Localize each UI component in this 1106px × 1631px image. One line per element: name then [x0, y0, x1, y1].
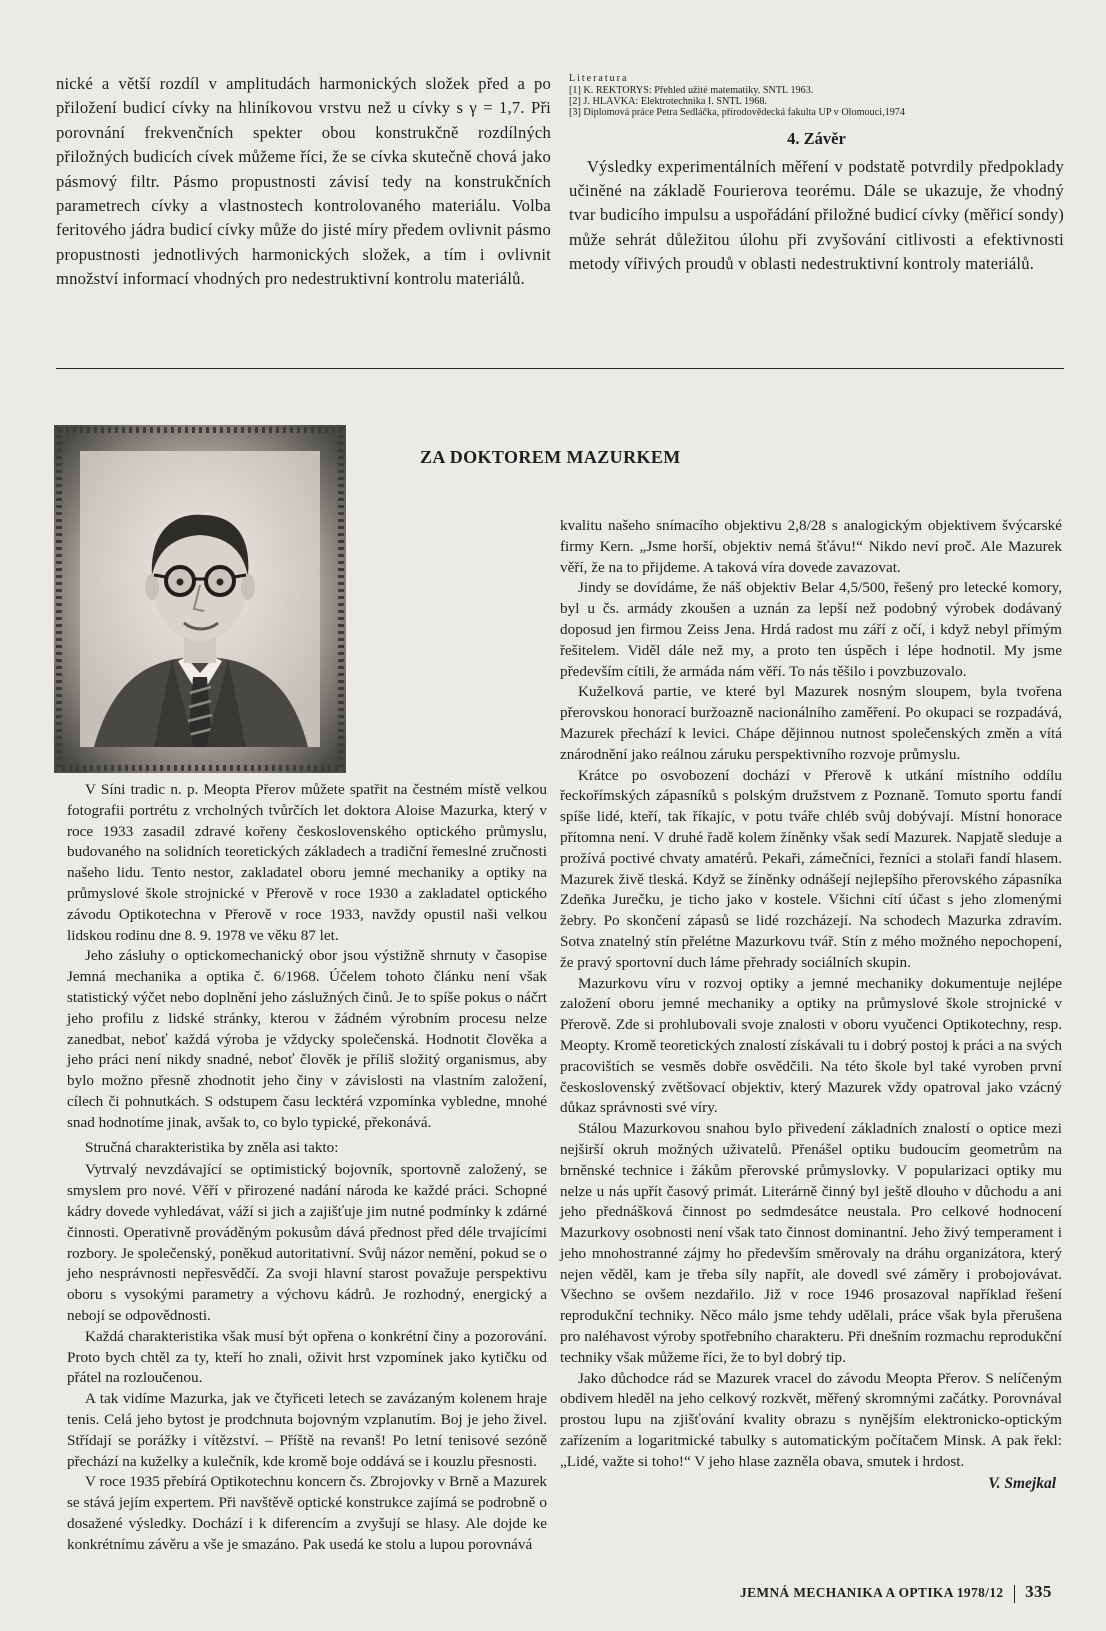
article-paragraph: Stálou Mazurkovou snahou bylo přivedení základních znalostí o optice mezi nejširší okruh možných uživatelů. Přenášel optiku budoucím geometrům na brněnské technice i žákům přerovské průmyslovky. V popularizaci optiky mu nelze u nás upřít časový primát. Literárně činný byl ještě dlouho v důchodu a ani jeho přednášková činnost po sedmdesátce neustala. Pro celkové hodnocení Mazurkovy osobnosti není však tato činnost dominantní. Jeho živý temperament i jeho mnohostranné zájmy ho především směrovaly na dráhu organizátora, který nejen věděl, kam je třeba síly napřít, ale dovedl své záměry i probojovávat. Všechno se ovšem nezdařilo. Již v roce 1946 prosazoval například řešení reprodukční techniky. Něco málo jsme tehdy udělali, práce však byla přerušena pro naléhavost výroby spotřebního charakteru. Při dnešním rozmachu reprodukční techniky však můžeme říci, že to byl dobrý tip. [560, 1120, 1062, 1366]
portrait-photo [54, 425, 346, 773]
article-paragraph: Stručná charakteristika by zněla asi takto: [85, 1138, 339, 1156]
footer-separator [1014, 1585, 1016, 1603]
literature-heading: Literatura [569, 73, 629, 84]
author-signature: V. Smejkal [988, 1474, 1056, 1492]
article-paragraph: Mazurkovu víru v rozvoj optiky a jemné mechaniky dokumentuje nejlépe založení oboru jemné mechaniky a optiky na průmyslové škole strojnické v Přerově. Zde si prohlubovali svoje znalosti v oboru vyučenci Optikotechny, resp. Meopty. Kromě teoretických znalostí získávali tu i dobrý postoj k práci a na svých pracovištích se vesměs dobře osvědčili. Na této škole byl také vyroben první československý zvětšovací objektiv, který Mazurek vždy opatroval jako vzácný důkaz správnosti své víry. [560, 974, 1062, 1117]
page-footer [740, 1582, 1070, 1603]
article-paragraph: V roce 1935 přebírá Optikotechnu koncern čs. Zbrojovky v Brně a Mazurek se stává jejím expertem. Při navštěvě optické konstrukce zajímá se podrobně o dosažené výsledky. Dochází i k diferencím a zvyšují se hlasy. Ale dojde ke konkrétnímu závěru a vše je smazáno. Pak usedá ke stolu a lupou porovnává [67, 1473, 547, 1553]
journal-name: JEMNÁ MECHANIKA A OPTIKA 1978/12 [740, 1585, 1004, 1600]
article-paragraph: Vytrvalý nevzdávající se optimistický bojovník, sportovně založený, se smyslem pro nové. Věří v přirozené nadání národa ke každé práci. Schopné kádry dovede vyhledávat, váží si jich a zajišťuje jim nutné podmínky k zdárné činnosti. Operativně prováděným pokusům dává přednost před déle trvajícími rozbory. Je společenský, poněkud autoritativní. Svůj názor nemění, pokud se o jeho nesprávnosti nepřesvědčí. Za svoji hlavní starost považuje perspektivu oboru s vysokými parametry a výchovu kádrů. Je rozhodný, energický a nebojí se odpovědnosti. [67, 1161, 547, 1324]
article-paragraph: Jeho zásluhy o optickomechanický obor jsou výstižně shrnuty v časopise Jemná mechanika a optika č. 6/1968. Účelem tohoto článku není však statistický výčet nebo doplnění jeho záslužných činů. Je to spíše pokus o náčrt jeho profilu z lidské stránky, kterou v žádném výrobním procesu nelze zanedbat, neboť každá výroba je vždycky společenská. Hodnotit člověka a jeho práci není nikdy snadné, neboť člověk je příliš složitý organismus, aby bylo možno přesně zhodnotit jeho činy v závislosti na vlastním založení, cílech či pohnutkách. S odstupem času lecktérá vzpomínka vybledne, mnohé snad hodnotíme jinak, avšak to, co bylo typické, překonává. [67, 947, 547, 1131]
top-right-column [569, 73, 1064, 277]
article-paragraph: V Síni tradic n. p. Meopta Přerov můžete spatřit na čestném místě velkou fotografii portrétu z vrcholných tvůrčích let doktora Aloise Mazurka, který v roce 1933 zasadil zdravé kořeny československého optického průmyslu, budovaného na solidních teoretických základech a tradiční řemeslné zručnosti našeho lidu. Tento nestor, zakladatel oboru jemné mechaniky a optiky na průmyslové škole strojnické v Přerově v roce 1930 a zakladatel optického závodu Optikotechna v Přerově v roce 1933, navždy opustil naši velkou lidskou rodinu dne 8. 9. 1978 ve věku 87 let. [67, 781, 547, 944]
literature-ref: [3] Diplomová práce Petra Sedláčka, přírodovědecká fakulta UP v Olomouci,1974 [569, 107, 905, 119]
page-number: 335 [1025, 1582, 1052, 1601]
article-right-column [560, 516, 1062, 1493]
conclusion-heading: 4. Závěr [787, 128, 846, 148]
article-paragraph: Krátce po osvobození dochází v Přerově k utkání místního oddílu řeckořímských zápasníků s polským družstvem z Poznaně. Tomuto sportu fandí spíše lidé, kteří, tak říkajíc, v potu tváře chléb svůj dobývají. Místní honorace přítomna není. V druhé řadě kolem žíněnky však sedí Mazurek. Napjatě sleduje a prožívá poctivé chvaty amatérů. Pekaři, zámečníci, řezníci a stolaři fandí hlasem. Mazurek živě tleská. Když se žíněnky odnášejí nejlepšího přerovského zápasníka Zdeňka Jurečku, je ticho jako v kostele. Všichni cítí účast s jeho zlomenými žebry. Po skončení zápasů se lidé rozcházejí. Na schodech Mazurka zdravím. Sotva znatelný stín přelétne Mazurkovu tvář. Stín z mého možného nepochopení, že pravý sportovní duch láme přehrady sociálních skupin. [560, 766, 1062, 971]
article-paragraph: Jindy se dovídáme, že náš objektiv Belar 4,5/500, řešený pro letecké komory, byl u čs. armády zkoušen a uznán za lepší než podobný výrobek dodávaný doposud jen firmou Zeiss Jena. Hrdá radost mu září z očí, i když nebyl přímým řešitelem. Viděl dále než my, a proto ten úspěch i lépe hodnotil. My jsme především cítili, že armáda nám věří. To nás těšilo i povzbuzovalo. [560, 579, 1062, 680]
article-paragraph: kvalitu našeho snímacího objektivu 2,8/28 s analogickým objektivem švýcarské firmy Kern. „Jsme horší, objektiv nemá šťávu!“ Nikdo neví proč. Ale Mazurek věří, že na to přijdeme. A taková víra dovede zavazovat. [560, 517, 1062, 576]
top-left-column [56, 72, 551, 292]
continued-paragraph: nické a větší rozdíl v amplitudách harmonických složek před a po přiložení budicí cívky na hliníkovou vrstvu než u cívky s γ = 1,7. Při porovnání frekvenčních spekter obou konstrukčně rozdílných přiložných budicích cívek můžeme říci, že se cívka skutečně chová jako pásmový filtr. Pásmo propustnosti závisí tedy na konstrukčních parametrech cívky a vlastnostech kontrolovaného materiálu. Volba feritového jádra budicí cívky může do jisté míry předem ovlivnit pásmo propustnosti jednotlivých harmonických složek, a tím i ovlivnit množství informací vhodných pro nedestruktivní kontrolu materiálů. [56, 74, 551, 289]
article-paragraph: Jako důchodce rád se Mazurek vracel do závodu Meopta Přerov. S nelíčeným obdivem hleděl na jeho celkový rozkvět, měřený skromnými začátky. Porovnával prostou lupu na zjišťování kvality obrazu s nynějším elektronicko-optickým zařízením a logaritmické tabulky s automatickým počítačem Minsk. A pak řekl: „Lidé, važte si toho!“ V jeho hlase zazněla obava, smutek i hrdost. [560, 1369, 1062, 1470]
literature-ref: [1] K. REKTORYS: Přehled užité matematiky. SNTL 1963. [569, 85, 814, 96]
literature-ref: [2] J. HLÁVKA: Elektrotechnika I. SNTL 1968. [569, 96, 767, 108]
section-divider [56, 368, 1064, 369]
article-title: ZA DOKTOREM MAZURKEM [420, 447, 681, 467]
article-left-column [67, 780, 547, 1555]
article-paragraph: A tak vidíme Mazurka, jak ve čtyřiceti letech se zavázaným kolenem hraje tenis. Celá jeho bytost je prodchnuta bojovným vzplanutím. Boj je jeho živel. Střídají se porážky i vítězství. – Příště na revanš! Po letní tenisové sezóně přechází na kuželky a kulečník, kde kromě boje oddává se i kouzlu přesnosti. [67, 1390, 547, 1470]
article-paragraph: Každá charakteristika však musí být opřena o konkrétní činy a pozorování. Proto bych chtěl za ty, kteří ho znali, oživit hrst vzpomínek jako kytičku od přátel na rozloučenou. [67, 1327, 547, 1387]
conclusion-text: Výsledky experimentálních měření v podstatě potvrdily předpoklady učiněné na základě Fourierova teorému. Dále se ukazuje, že vhodný tvar budicího impulsu a uspořádání přiložné budicí cívky (měřicí sondy) může sehrát důležitou úlohu při zvyšování citlivosti a efektivnosti metody vířivých proudů v oblasti nedestruktivní kontroly materiálů. [569, 156, 1064, 274]
article-paragraph: Kuželková partie, ve které byl Mazurek nosným sloupem, byla tvořena přerovskou honorací buržoazně nacionálního zaměření. Po okupaci se rozpadává, Mazurek přechází k levici. Chápe dějinnou nutnost společenských změn a vítá znárodnění jako reálnou záruku perspektivního rozvoje průmyslu. [560, 683, 1062, 763]
